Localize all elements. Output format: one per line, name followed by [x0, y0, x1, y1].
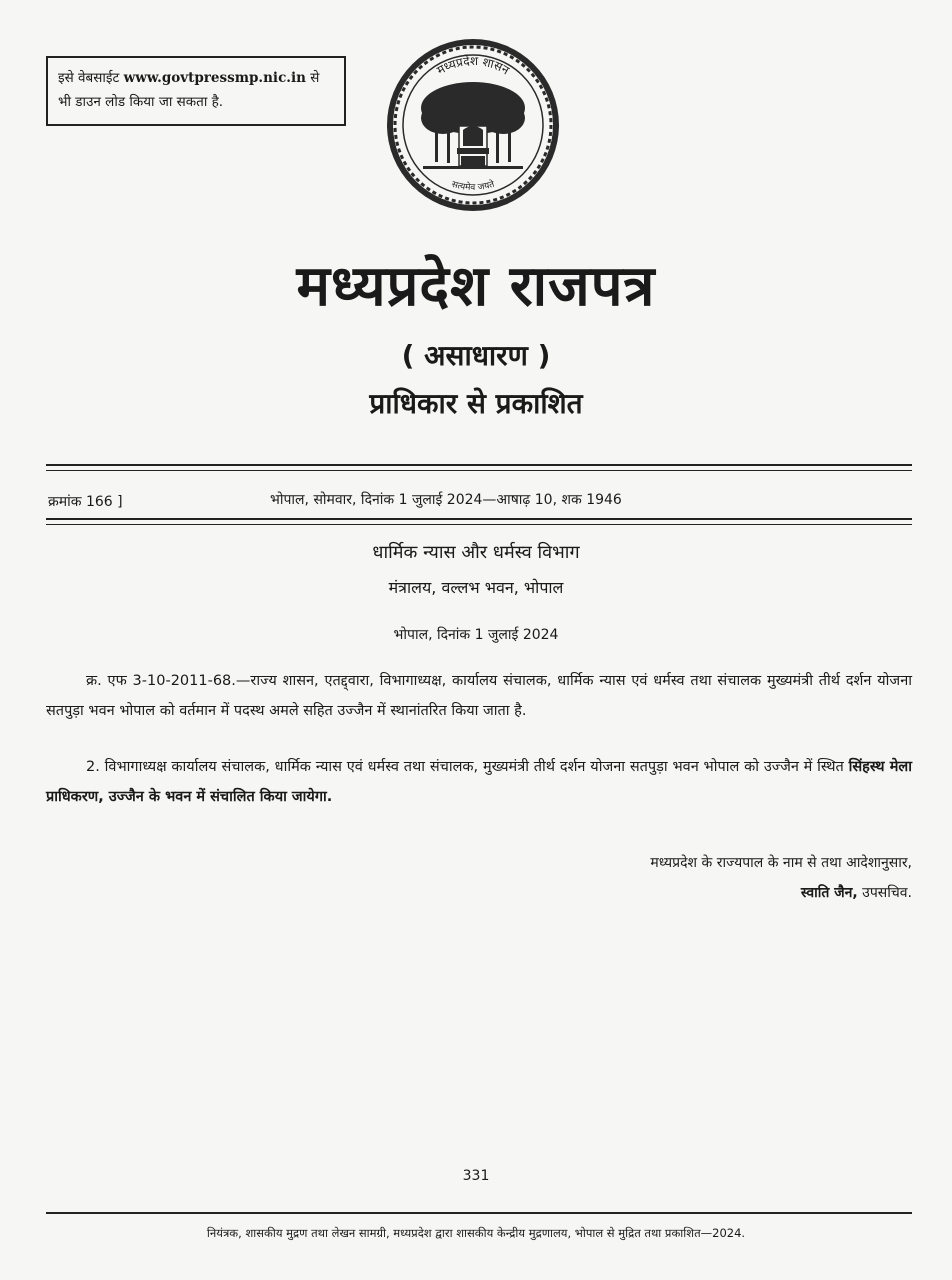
issue-date-line: भोपाल, सोमवार, दिनांक 1 जुलाई 2024—आषाढ़ 10, शक 1946: [270, 492, 622, 508]
department-name: धार्मिक न्यास और धर्मस्व विभाग: [372, 542, 580, 563]
state-emblem-icon: [383, 30, 563, 220]
gazette-subtitle: ( असाधारण ): [401, 339, 551, 372]
footer-rule: [46, 1212, 912, 1214]
issue-number: क्रमांक 166 ]: [48, 494, 123, 510]
mid-rule-2: [46, 524, 912, 525]
website-notice-line2: भी डाउन लोड किया जा सकता है.: [58, 94, 224, 110]
signatory-title: उपसचिव.: [862, 885, 912, 901]
website-notice-suffix: से: [310, 70, 320, 86]
top-rule-2: [46, 470, 912, 471]
emblem-motto: सत्यमेव जयते: [450, 179, 496, 194]
order-paragraph-2-bold: सिंहस्थ मेला प्राधिकरण, उज्जैन के भवन में संचालित किया जायेगा.: [46, 759, 913, 805]
signature-authority-line: मध्यप्रदेश के राज्यपाल के नाम से तथा आदेशानुसार,: [650, 855, 912, 871]
website-notice-prefix: इसे वेबसाईट: [58, 70, 120, 86]
signatory: [801, 880, 912, 906]
gazette-title: मध्यप्रदेश राजपत्र: [296, 254, 656, 319]
website-notice-line1: [58, 66, 334, 90]
order-paragraph-1: क्र. एफ 3-10-2011-68.—राज्य शासन, एतद्द्वारा, विभागाध्यक्ष, कार्यालय संचालक, धार्मिक न्यास एवं धर्मस्व तथा संचालक मुख्यमंत्री तीर्थ दर्शन योजना सतपुड़ा भवन भोपाल को वर्तमान में पदस्थ अमले सहित उज्जैन में स्थानांतरित किया जाता है.: [46, 673, 912, 719]
page-number: 331: [462, 1168, 490, 1184]
website-notice-box: [46, 56, 346, 126]
mid-rule-1: [46, 518, 912, 520]
gazette-authority: प्राधिकार से प्रकाशित: [369, 387, 583, 420]
order-date: भोपाल, दिनांक 1 जुलाई 2024: [393, 627, 559, 643]
emblem-top-text: मध्यप्रदेश शासन: [434, 53, 512, 78]
signatory-name: स्वाति जैन,: [800, 885, 858, 901]
printer-footer: नियंत्रक, शासकीय मुद्रण तथा लेखन सामग्री, मध्यप्रदेश द्वारा शासकीय केन्द्रीय मुद्रणालय, भोपाल से मुद्रित तथा प्रकाशित—2024.: [206, 1226, 746, 1240]
order-paragraph-2-text: 2. विभागाध्यक्ष कार्यालय संचालक, धार्मिक न्यास एवं धर्मस्व तथा संचालक, मुख्यमंत्री तीर्थ दर्शन योजना सतपुड़ा भवन भोपाल को उज्जैन में स्थित: [86, 759, 844, 775]
top-rule-1: [46, 464, 912, 466]
order-paragraph-2: [46, 752, 912, 812]
department-address: मंत्रालय, वल्लभ भवन, भोपाल: [388, 578, 564, 597]
website-url[interactable]: www.govtpressmp.nic.in: [123, 70, 306, 86]
